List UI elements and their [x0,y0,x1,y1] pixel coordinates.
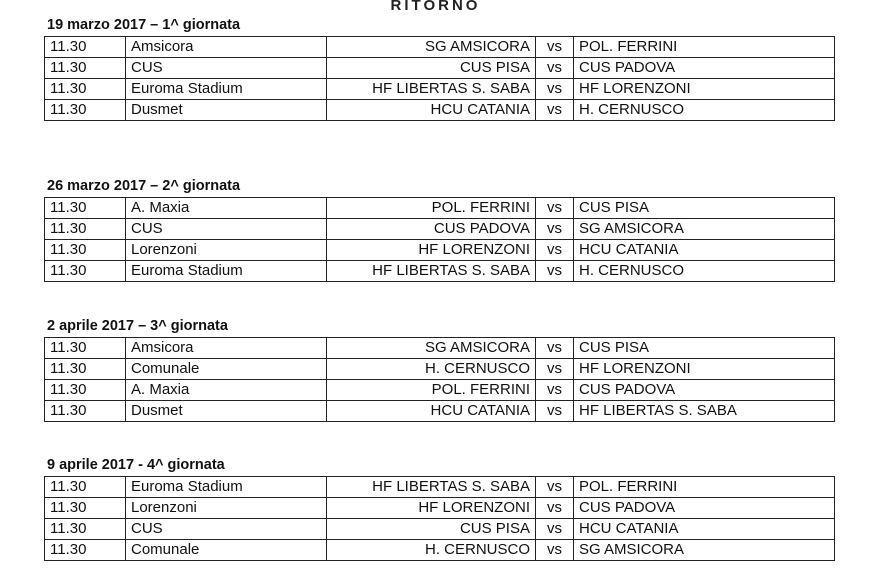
away-team: H. CERNUSCO [574,261,835,282]
match-venue: CUS [126,219,327,240]
away-team: SG AMSICORA [574,540,835,561]
round-block [44,316,836,422]
away-team: HCU CATANIA [574,519,835,540]
match-row [45,58,835,79]
match-time: 11.30 [45,240,126,261]
match-time: 11.30 [45,37,126,58]
versus-label: vs [536,540,574,561]
match-row [45,359,835,380]
away-team: HF LIBERTAS S. SABA [574,401,835,422]
home-team: HCU CATANIA [327,100,536,121]
match-row [45,261,835,282]
versus-label: vs [536,79,574,100]
home-team: H. CERNUSCO [327,540,536,561]
match-row [45,198,835,219]
home-team: HF LORENZONI [327,240,536,261]
match-time: 11.30 [45,498,126,519]
match-row [45,338,835,359]
home-team: CUS PADOVA [327,219,536,240]
home-team: HF LORENZONI [327,498,536,519]
match-row [45,498,835,519]
match-time: 11.30 [45,198,126,219]
match-time: 11.30 [45,338,126,359]
match-venue: Comunale [126,540,327,561]
fixtures-table [44,36,835,121]
match-row [45,540,835,561]
home-team: SG AMSICORA [327,37,536,58]
versus-label: vs [536,261,574,282]
away-team: HF LORENZONI [574,359,835,380]
match-time: 11.30 [45,380,126,401]
versus-label: vs [536,240,574,261]
away-team: POL. FERRINI [574,37,835,58]
match-venue: Euroma Stadium [126,79,327,100]
away-team: CUS PADOVA [574,380,835,401]
match-venue: Lorenzoni [126,498,327,519]
match-venue: Lorenzoni [126,240,327,261]
versus-label: vs [536,198,574,219]
versus-label: vs [536,37,574,58]
home-team: H. CERNUSCO [327,359,536,380]
home-team: HF LIBERTAS S. SABA [327,261,536,282]
fixtures-table [44,476,835,561]
away-team: CUS PISA [574,338,835,359]
versus-label: vs [536,338,574,359]
versus-label: vs [536,498,574,519]
match-time: 11.30 [45,58,126,79]
round-block [44,176,836,282]
match-venue: Amsicora [126,37,327,58]
versus-label: vs [536,477,574,498]
versus-label: vs [536,100,574,121]
match-venue: Dusmet [126,401,327,422]
versus-label: vs [536,519,574,540]
match-row [45,380,835,401]
home-team: HF LIBERTAS S. SABA [327,477,536,498]
match-venue: A. Maxia [126,198,327,219]
home-team: CUS PISA [327,519,536,540]
round-heading: 19 marzo 2017 – 1^ giornata [47,17,241,33]
match-venue: Dusmet [126,100,327,121]
page-title: RITORNO [390,0,481,14]
match-time: 11.30 [45,477,126,498]
match-time: 11.30 [45,519,126,540]
match-row [45,401,835,422]
away-team: HF LORENZONI [574,79,835,100]
versus-label: vs [536,359,574,380]
match-venue: Euroma Stadium [126,261,327,282]
match-venue: A. Maxia [126,380,327,401]
versus-label: vs [536,401,574,422]
home-team: HF LIBERTAS S. SABA [327,79,536,100]
match-venue: Comunale [126,359,327,380]
match-venue: CUS [126,58,327,79]
fixtures-table [44,197,835,282]
home-team: POL. FERRINI [327,380,536,401]
away-team: CUS PADOVA [574,58,835,79]
match-venue: CUS [126,519,327,540]
match-row [45,79,835,100]
match-time: 11.30 [45,401,126,422]
match-row [45,519,835,540]
round-heading: 2 aprile 2017 – 3^ giornata [47,318,228,334]
round-block [44,455,836,561]
match-row [45,100,835,121]
versus-label: vs [536,58,574,79]
match-time: 11.30 [45,261,126,282]
home-team: HCU CATANIA [327,401,536,422]
match-row [45,37,835,58]
away-team: CUS PISA [574,198,835,219]
match-time: 11.30 [45,100,126,121]
round-heading: 9 aprile 2017 - 4^ giornata [47,457,225,473]
match-row [45,240,835,261]
home-team: POL. FERRINI [327,198,536,219]
away-team: POL. FERRINI [574,477,835,498]
match-venue: Amsicora [126,338,327,359]
round-heading: 26 marzo 2017 – 2^ giornata [47,178,241,194]
versus-label: vs [536,380,574,401]
match-row [45,477,835,498]
match-time: 11.30 [45,540,126,561]
versus-label: vs [536,219,574,240]
fixtures-table [44,337,835,422]
home-team: CUS PISA [327,58,536,79]
match-time: 11.30 [45,79,126,100]
match-time: 11.30 [45,359,126,380]
round-block [44,15,836,121]
away-team: SG AMSICORA [574,219,835,240]
match-time: 11.30 [45,219,126,240]
match-venue: Euroma Stadium [126,477,327,498]
away-team: H. CERNUSCO [574,100,835,121]
match-row [45,219,835,240]
home-team: SG AMSICORA [327,338,536,359]
away-team: HCU CATANIA [574,240,835,261]
away-team: CUS PADOVA [574,498,835,519]
